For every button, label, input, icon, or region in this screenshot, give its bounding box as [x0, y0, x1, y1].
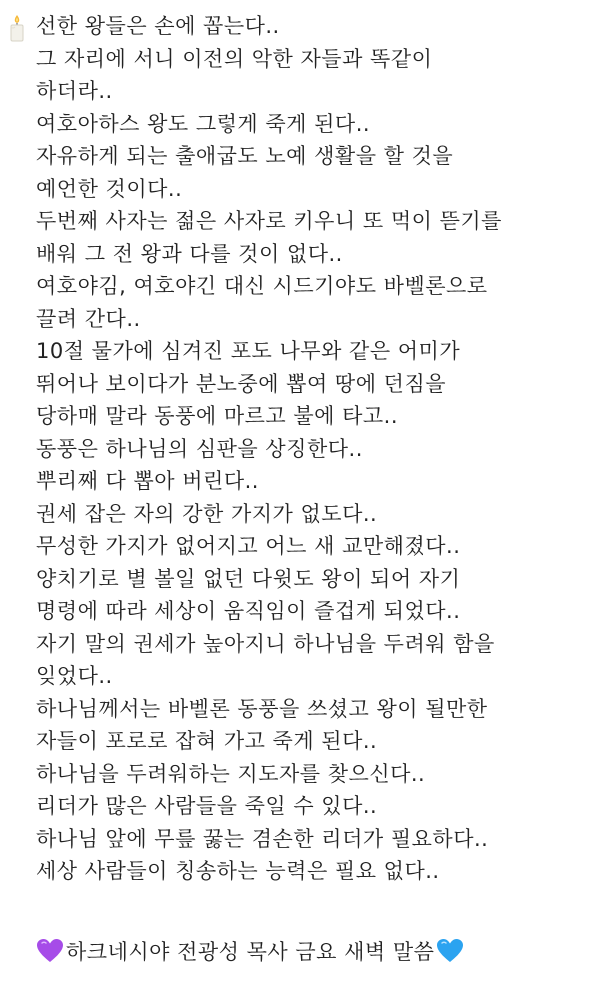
note-line: 명령에 따라 세상이 움직임이 즐겁게 되었다..: [36, 599, 461, 623]
note-line: 예언한 것이다..: [36, 176, 183, 201]
note-line: [36, 10, 592, 43]
note-line-text: 선한 왕들은 손에 꼽는다..: [36, 14, 280, 38]
sermon-credit-text: 하크네시야 전광성 목사 금요 새벽 말씀: [66, 940, 435, 964]
note-line: 잊었다..: [36, 664, 113, 688]
note-line: 하나님을 두려워하는 지도자를 찾으신다..: [36, 761, 426, 786]
note-line: 끌려 간다..: [36, 306, 141, 331]
note-line: 자유하게 되는 출애굽도 노예 생활을 할 것을: [36, 144, 454, 168]
note-line: 자들이 포로로 잡혀 가고 죽게 된다..: [36, 729, 378, 753]
note-line: 여호아하스 왕도 그렇게 죽게 된다..: [36, 111, 371, 136]
candle-icon: [6, 14, 28, 42]
note-line: 여호야김, 여호야긴 대신 시드기야도 바벨론으로: [36, 274, 488, 298]
note-line: 권세 잡은 자의 강한 가지가 없도다..: [36, 501, 378, 526]
note-line: 뿌리째 다 뽑아 버린다..: [36, 469, 259, 493]
purple-heart-icon: [36, 938, 64, 964]
note-line: 배워 그 전 왕과 다를 것이 없다..: [36, 241, 343, 266]
note-line: 두번째 사자는 젊은 사자로 키우니 또 먹이 뜯기를: [36, 209, 502, 233]
blue-heart-icon: [436, 938, 464, 964]
note-line: 하더라..: [36, 79, 113, 103]
note-line: 자기 말의 권세가 높아지니 하나님을 두려워 함을: [36, 631, 495, 656]
note-line: 양치기로 별 볼일 없던 다윗도 왕이 되어 자기: [36, 566, 461, 591]
note-line: 세상 사람들이 칭송하는 능력은 필요 없다..: [36, 859, 440, 883]
sermon-credit: [36, 934, 592, 968]
note-line: 하나님께서는 바벨론 동풍을 쓰셨고 왕이 될만한: [36, 696, 488, 721]
note-line: 리더가 많은 사람들을 죽일 수 있다..: [36, 794, 378, 818]
note-line: 10절 물가에 심겨진 포도 나무와 같은 어미가: [36, 339, 461, 363]
note-line: 그 자리에 서니 이전의 악한 자들과 똑같이: [36, 46, 433, 71]
note-line: 뛰어나 보이다가 분노중에 뽑여 땅에 던짐을: [36, 371, 447, 396]
note-line: 하나님 앞에 무릎 꿇는 겸손한 리더가 필요하다..: [36, 826, 489, 851]
sermon-note: [36, 10, 592, 888]
note-line: 무성한 가지가 없어지고 어느 새 교만해졌다..: [36, 534, 461, 558]
note-line: 당하매 말라 동풍에 마르고 불에 타고..: [36, 404, 399, 428]
note-line: 동풍은 하나님의 심판을 상징한다..: [36, 436, 363, 461]
